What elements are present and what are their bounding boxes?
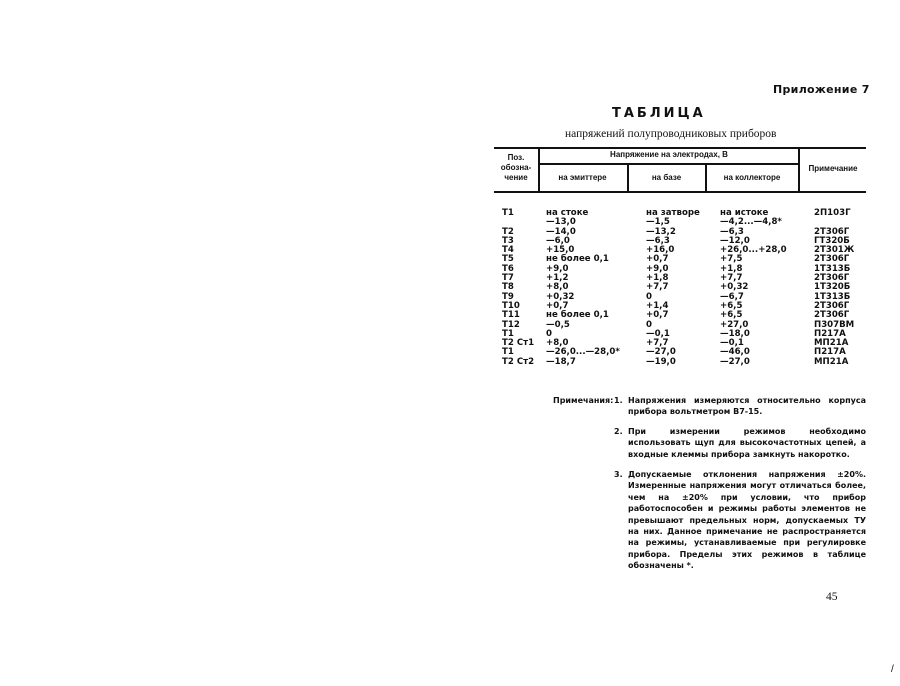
cell-position: T1 [502,328,514,339]
cell-position: T9 [502,291,514,302]
cell-note: 2Т306Г [814,310,850,321]
note-3-text: Допускаемые отклонения напряжения ±20%. Измеренные напряжения могут отличаться более, чем на ±20% при условии, что прибор работоспособен и режимы работы элементов не превышают предельных норм, допускаемых ТУ на них. Данное примечание не распространяется на режимы, устанавливаемые при регулировке прибора. Пределы этих режимов в таблице обозначены *. [628,470,866,571]
cell-note: МП21А [814,356,849,367]
table-top-rule [494,147,866,149]
cell-emitter: +15,0 [546,245,575,256]
cell-emitter: +0,32 [546,291,575,302]
cell-base: на затворе [646,208,700,218]
cell-collector: +0,32 [720,282,749,293]
cell-note: 2П103Г [814,208,851,218]
cell-emitter: —26,0...—28,0* [546,347,620,358]
cell-note: 1Т313Б [814,291,851,302]
header-emitter: на эмиттере [558,173,607,182]
cell-emitter: не более 0,1 [546,254,609,265]
cell-emitter: —0,5 [546,319,570,330]
header-collector: на коллекторе [723,173,781,182]
cell-note: 2Т306Г [814,300,850,311]
column-emitter [546,209,620,367]
cell-position: T4 [502,245,514,256]
cell-collector: —0,1 [720,338,744,349]
table-header-frame [494,147,866,193]
column-base [646,209,700,367]
cell-base: 0 [646,291,652,302]
header-base: на базе [651,173,682,182]
cell-emitter: —6,0 [546,235,570,246]
notes-label: Примечания: [553,396,614,405]
header-pos-line-2: обозна- [500,163,532,172]
cell-note: П217А [814,347,846,358]
column-collector [720,209,787,367]
note-3-number: 3. [614,470,623,479]
cell-position: T12 [502,319,520,330]
cell-base: —0,1 [646,328,670,339]
cell-base: +1,8 [646,273,669,284]
cell-collector: +26,0...+28,0 [720,245,787,256]
page-number: 45 [826,591,838,603]
cell-emitter: —13,0 [546,217,576,228]
cell-base: —27,0 [646,347,676,358]
cell-position: T5 [502,254,514,265]
cell-position: T11 [502,310,520,321]
cell-note: 2Т306Г [814,226,850,237]
cell-base: +16,0 [646,245,675,256]
cell-collector: —18,0 [720,328,750,339]
column-note [814,209,854,367]
cell-base: 0 [646,319,652,330]
cell-position: T6 [502,263,514,274]
group-header-rule [538,163,800,165]
note-1-number: 1. [614,396,623,405]
cell-emitter: —14,0 [546,226,576,237]
cell-collector: на истоке [720,208,769,218]
header-pos-line-1: Поз. [507,153,525,162]
header-bottom-rule [494,191,866,193]
cell-base: —6,3 [646,235,670,246]
cell-emitter: не более 0,1 [546,310,609,321]
cell-collector: +7,7 [720,273,743,284]
column-position [502,209,534,367]
cell-collector: —27,0 [720,356,750,367]
cell-emitter: —18,7 [546,356,576,367]
table-title: ТАБЛИЦА [612,106,706,121]
cell-note: ГТ320Б [814,235,850,246]
cell-position: T1 [502,347,514,358]
cell-position: T3 [502,235,514,246]
cell-collector: —46,0 [720,347,750,358]
cell-emitter: +8,0 [546,338,569,349]
header-note: Примечание [808,164,858,173]
cell-collector: —6,3 [720,226,744,237]
cell-position: T2 Ст2 [502,356,535,367]
header-pos [494,153,538,183]
cell-base: +0,7 [646,254,669,265]
note-2-number: 2. [614,427,623,436]
cell-position: T7 [502,273,514,284]
cell-note: МП21А [814,338,849,349]
scan-mark: / [891,664,894,675]
cell-position: T1 [502,208,514,218]
header-pos-line-3: чение [504,173,528,182]
cell-collector: +27,0 [720,319,749,330]
cell-collector: —12,0 [720,235,750,246]
cell-base: —19,0 [646,356,676,367]
cell-position: T8 [502,282,514,293]
cell-collector: +6,5 [720,300,743,311]
cell-note: П307ВМ [814,319,855,330]
cell-collector: —4,2...—4,8* [720,217,782,228]
cell-collector: +1,8 [720,263,743,274]
cell-base: +9,0 [646,263,669,274]
cell-emitter: +1,2 [546,273,569,284]
note-2-text: При измерении режимов необходимо использовать щуп для высокочастотных цепей, а входные клеммы прибора замкнуть накоротко. [628,427,866,459]
cell-base: +0,7 [646,310,669,321]
cell-base: —13,2 [646,226,676,237]
cell-position: T10 [502,300,520,311]
cell-collector: +7,5 [720,254,743,265]
cell-base: +7,7 [646,282,669,293]
cell-position: T2 [502,226,514,237]
cell-position: T2 Ст1 [502,338,535,349]
cell-base: +7,7 [646,338,669,349]
cell-note: 2Т306Г [814,254,850,265]
appendix-label: Приложение 7 [773,83,870,96]
cell-emitter: +9,0 [546,263,569,274]
cell-collector: +6,5 [720,310,743,321]
note-1-text: Напряжения измеряются относительно корпуса прибора вольтметром В7-15. [628,396,866,417]
cell-emitter: +8,0 [546,282,569,293]
cell-collector: —6,7 [720,291,744,302]
cell-note: 2Т301Ж [814,245,855,256]
cell-emitter: на стоке [546,208,589,218]
cell-emitter: 0 [546,328,552,339]
cell-base: —1,5 [646,217,670,228]
cell-base: +1,4 [646,300,669,311]
cell-note: 1Т313Б [814,263,851,274]
cell-note: П217А [814,328,846,339]
header-voltage-group: Напряжение на электродах, В [610,150,728,159]
table-subtitle: напряжений полупроводниковых приборов [565,128,777,140]
cell-emitter: +0,7 [546,300,569,311]
cell-note: 2Т306Г [814,273,850,284]
cell-note: 1Т320Б [814,282,851,293]
